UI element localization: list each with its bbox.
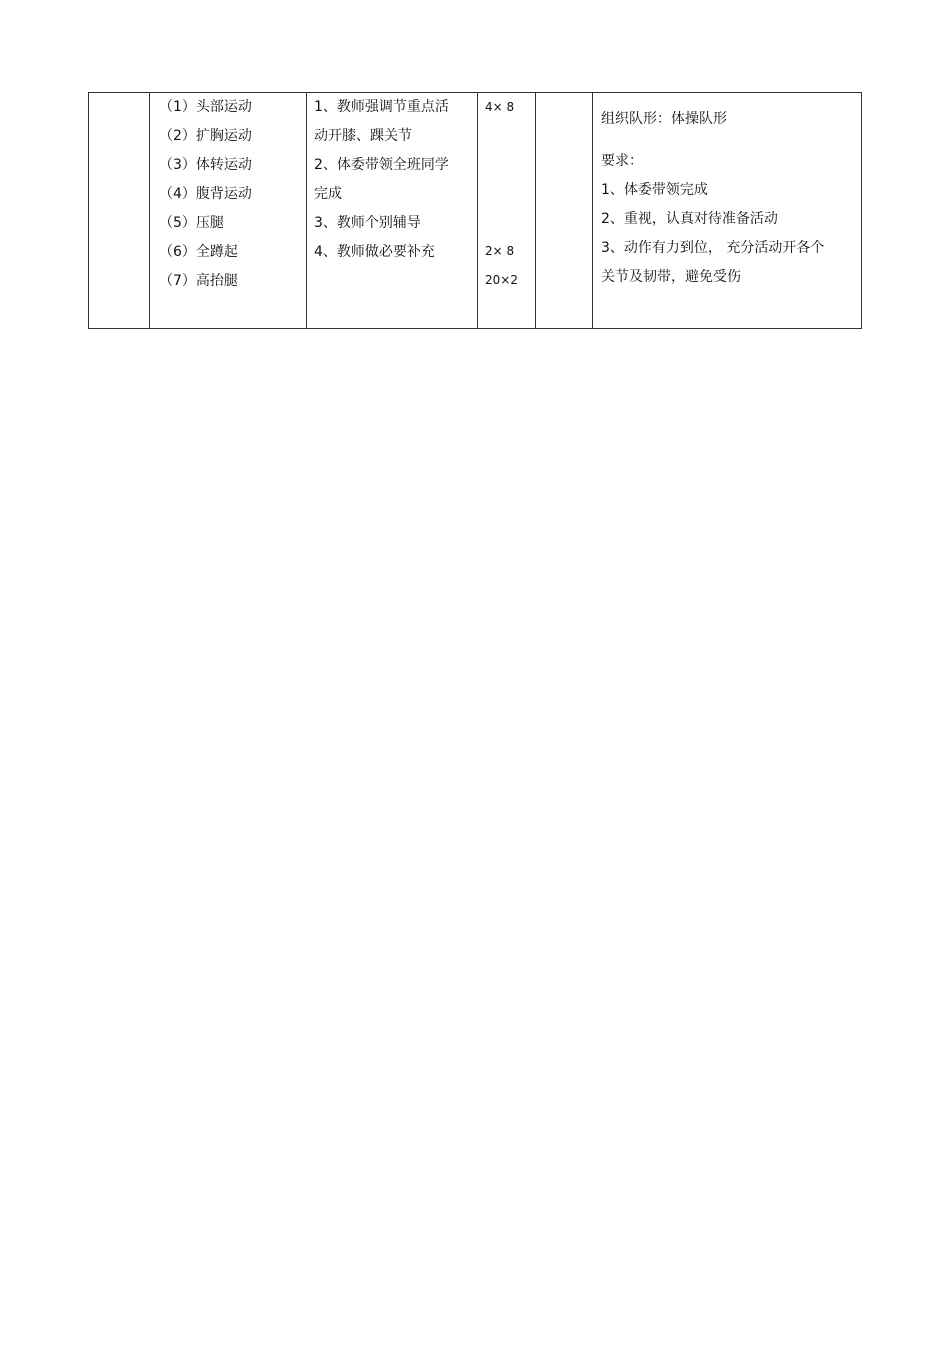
amount-value: 4× 8 xyxy=(485,100,515,114)
exercise-item: （5）压腿 xyxy=(159,215,224,231)
formation-text: 组织队形：体操队形 xyxy=(601,111,727,127)
exercise-item: （6）全蹲起 xyxy=(159,244,238,260)
exercise-item: （2）扩胸运动 xyxy=(159,128,252,144)
amount-value: 20×2 xyxy=(485,273,518,287)
requirement-line: 2、重视，认真对待准备活动 xyxy=(601,211,778,227)
amount-cell xyxy=(477,93,535,328)
method-line: 3、教师个别辅导 xyxy=(314,215,421,231)
lesson-plan-table xyxy=(88,92,862,329)
method-line: 2、体委带领全班同学 xyxy=(314,157,449,173)
requirement-line: 3、动作有力到位， 充分活动开各个 xyxy=(601,240,825,256)
requirement-line: 1、体委带领完成 xyxy=(601,182,708,198)
exercise-list-cell xyxy=(149,93,306,328)
method-line: 1、教师强调节重点活 xyxy=(314,99,449,115)
section-cell xyxy=(89,93,149,328)
method-line: 完成 xyxy=(314,186,342,202)
method-line: 4、教师做必要补充 xyxy=(314,244,435,260)
intensity-cell xyxy=(535,93,592,328)
teaching-method-cell xyxy=(306,93,477,328)
exercise-item: （1）头部运动 xyxy=(159,99,252,115)
exercise-item: （7）高抬腿 xyxy=(159,273,238,289)
organization-cell xyxy=(592,93,862,328)
amount-value: 2× 8 xyxy=(485,244,515,258)
exercise-item: （4）腹背运动 xyxy=(159,186,252,202)
requirements-title: 要求： xyxy=(601,153,643,169)
method-line: 动开膝、踝关节 xyxy=(314,128,412,144)
exercise-item: （3）体转运动 xyxy=(159,157,252,173)
requirement-line: 关节及韧带，避免受伤 xyxy=(601,269,741,285)
